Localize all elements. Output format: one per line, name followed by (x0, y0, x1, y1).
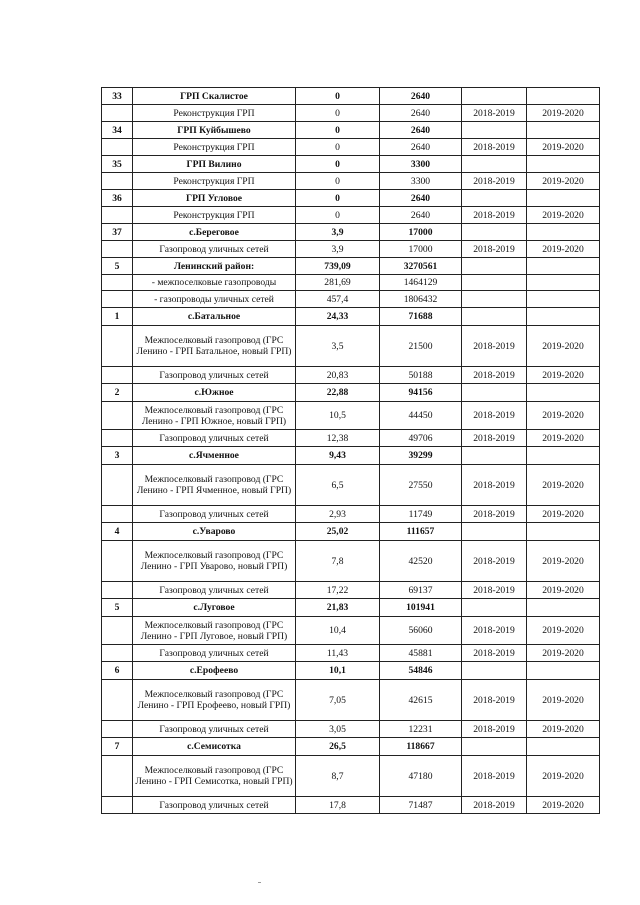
row-length: 24,33 (296, 308, 380, 326)
page-speck (258, 882, 261, 883)
row-build-years: 2019-2020 (527, 173, 600, 190)
row-number (102, 326, 133, 367)
row-number: 34 (102, 122, 133, 139)
row-length: 0 (296, 139, 380, 156)
row-design-years (462, 523, 527, 541)
row-name: с.Батальное (133, 308, 296, 326)
row-number: 35 (102, 156, 133, 173)
row-design-years: 2018-2019 (462, 173, 527, 190)
row-number (102, 680, 133, 721)
row-name: Ленинский район: (133, 258, 296, 275)
row-name: Газопровод уличных сетей (133, 367, 296, 384)
row-cost: 21500 (380, 326, 462, 367)
row-number: 33 (102, 88, 133, 105)
row-number (102, 617, 133, 645)
row-number (102, 756, 133, 797)
row-design-years: 2018-2019 (462, 582, 527, 599)
row-length: 3,5 (296, 326, 380, 367)
table-row (102, 617, 600, 645)
row-length: 26,5 (296, 738, 380, 756)
row-number (102, 430, 133, 447)
row-length: 0 (296, 156, 380, 173)
row-design-years: 2018-2019 (462, 541, 527, 582)
row-cost: 54846 (380, 662, 462, 680)
table-row (102, 384, 600, 402)
row-name: ГРП Скалистое (133, 88, 296, 105)
row-name: Межпоселковый газопровод (ГРС Ленино - ГРП Батальное, новый ГРП) (133, 326, 296, 367)
row-build-years: 2019-2020 (527, 139, 600, 156)
table-row (102, 662, 600, 680)
row-build-years: 2019-2020 (527, 402, 600, 430)
row-build-years (527, 291, 600, 308)
row-cost: 42520 (380, 541, 462, 582)
row-build-years: 2019-2020 (527, 465, 600, 506)
row-number: 1 (102, 308, 133, 326)
row-number (102, 241, 133, 258)
row-name: Межпоселковый газопровод (ГРС Ленино - ГРП Семисотка, новый ГРП) (133, 756, 296, 797)
row-name: с.Семисотка (133, 738, 296, 756)
row-build-years: 2019-2020 (527, 721, 600, 738)
row-name: - межпоселковые газопроводы (133, 275, 296, 291)
row-length: 3,9 (296, 224, 380, 241)
row-design-years: 2018-2019 (462, 326, 527, 367)
row-build-years: 2019-2020 (527, 541, 600, 582)
row-number (102, 645, 133, 662)
table-row (102, 190, 600, 207)
row-name: Межпоселковый газопровод (ГРС Ленино - ГРП Южное, новый ГРП) (133, 402, 296, 430)
row-design-years (462, 308, 527, 326)
row-number (102, 721, 133, 738)
row-design-years (462, 291, 527, 308)
row-build-years (527, 308, 600, 326)
row-number: 2 (102, 384, 133, 402)
row-number (102, 207, 133, 224)
table-row (102, 465, 600, 506)
row-number: 7 (102, 738, 133, 756)
table-row (102, 367, 600, 384)
row-length: 22,88 (296, 384, 380, 402)
row-number (102, 275, 133, 291)
row-build-years (527, 190, 600, 207)
row-cost: 1806432 (380, 291, 462, 308)
row-name: Межпоселковый газопровод (ГРС Ленино - ГРП Луговое, новый ГРП) (133, 617, 296, 645)
row-length: 7,05 (296, 680, 380, 721)
row-design-years: 2018-2019 (462, 241, 527, 258)
row-number (102, 173, 133, 190)
row-length: 0 (296, 173, 380, 190)
row-build-years: 2019-2020 (527, 241, 600, 258)
row-cost: 47180 (380, 756, 462, 797)
row-cost: 2640 (380, 190, 462, 207)
row-design-years (462, 662, 527, 680)
row-build-years: 2019-2020 (527, 207, 600, 224)
row-cost: 17000 (380, 241, 462, 258)
row-number: 5 (102, 258, 133, 275)
row-design-years (462, 447, 527, 465)
row-cost: 71688 (380, 308, 462, 326)
row-design-years: 2018-2019 (462, 105, 527, 122)
row-length: 10,4 (296, 617, 380, 645)
row-design-years: 2018-2019 (462, 680, 527, 721)
row-cost: 49706 (380, 430, 462, 447)
row-build-years (527, 599, 600, 617)
row-name: Реконструкция ГРП (133, 207, 296, 224)
row-build-years (527, 662, 600, 680)
table-body (102, 88, 600, 814)
row-length: 21,83 (296, 599, 380, 617)
row-design-years: 2018-2019 (462, 506, 527, 523)
row-build-years: 2019-2020 (527, 756, 600, 797)
row-build-years: 2019-2020 (527, 430, 600, 447)
row-design-years (462, 224, 527, 241)
row-number: 36 (102, 190, 133, 207)
row-number (102, 105, 133, 122)
row-cost: 111657 (380, 523, 462, 541)
table-row (102, 241, 600, 258)
row-cost: 71487 (380, 797, 462, 814)
row-build-years: 2019-2020 (527, 367, 600, 384)
row-design-years (462, 738, 527, 756)
row-length: 17,22 (296, 582, 380, 599)
row-name: с.Южное (133, 384, 296, 402)
row-name: Межпоселковый газопровод (ГРС Ленино - ГРП Ерофеево, новый ГРП) (133, 680, 296, 721)
row-cost: 17000 (380, 224, 462, 241)
row-cost: 3270561 (380, 258, 462, 275)
row-length: 12,38 (296, 430, 380, 447)
row-design-years: 2018-2019 (462, 721, 527, 738)
row-name: Межпоселковый газопровод (ГРС Ленино - ГРП Уварово, новый ГРП) (133, 541, 296, 582)
row-name: с.Луговое (133, 599, 296, 617)
row-build-years (527, 523, 600, 541)
row-build-years: 2019-2020 (527, 582, 600, 599)
row-length: 0 (296, 190, 380, 207)
row-length: 17,8 (296, 797, 380, 814)
row-build-years: 2019-2020 (527, 680, 600, 721)
row-name: ГРП Угловое (133, 190, 296, 207)
table-row (102, 430, 600, 447)
row-length: 0 (296, 122, 380, 139)
table-row (102, 122, 600, 139)
row-number (102, 541, 133, 582)
row-build-years (527, 122, 600, 139)
row-cost: 27550 (380, 465, 462, 506)
row-cost: 11749 (380, 506, 462, 523)
row-length: 3,9 (296, 241, 380, 258)
row-number (102, 582, 133, 599)
row-cost: 2640 (380, 122, 462, 139)
row-number (102, 797, 133, 814)
row-design-years (462, 599, 527, 617)
row-cost: 39299 (380, 447, 462, 465)
row-number (102, 139, 133, 156)
table-row (102, 207, 600, 224)
row-name: Реконструкция ГРП (133, 105, 296, 122)
row-length: 3,05 (296, 721, 380, 738)
row-name: ГРП Вилино (133, 156, 296, 173)
table-row (102, 402, 600, 430)
row-cost: 56060 (380, 617, 462, 645)
row-name: с.Береговое (133, 224, 296, 241)
row-cost: 2640 (380, 88, 462, 105)
table-row (102, 275, 600, 291)
row-name: - газопроводы уличных сетей (133, 291, 296, 308)
row-design-years (462, 190, 527, 207)
row-cost: 50188 (380, 367, 462, 384)
row-design-years (462, 122, 527, 139)
row-design-years: 2018-2019 (462, 367, 527, 384)
row-cost: 42615 (380, 680, 462, 721)
row-build-years: 2019-2020 (527, 326, 600, 367)
row-cost: 44450 (380, 402, 462, 430)
row-length: 10,1 (296, 662, 380, 680)
row-design-years: 2018-2019 (462, 617, 527, 645)
table-row (102, 680, 600, 721)
row-build-years (527, 156, 600, 173)
row-number: 37 (102, 224, 133, 241)
row-number (102, 402, 133, 430)
row-cost: 1464129 (380, 275, 462, 291)
row-design-years (462, 88, 527, 105)
row-length: 281,69 (296, 275, 380, 291)
row-design-years (462, 384, 527, 402)
row-build-years (527, 88, 600, 105)
row-cost: 3300 (380, 156, 462, 173)
row-length: 25,02 (296, 523, 380, 541)
table-row (102, 582, 600, 599)
row-length: 10,5 (296, 402, 380, 430)
row-name: Реконструкция ГРП (133, 173, 296, 190)
row-length: 7,8 (296, 541, 380, 582)
table-row (102, 224, 600, 241)
row-number (102, 291, 133, 308)
table-row (102, 88, 600, 105)
row-name: Газопровод уличных сетей (133, 645, 296, 662)
table-row (102, 797, 600, 814)
row-cost: 2640 (380, 207, 462, 224)
table-row (102, 645, 600, 662)
table-row (102, 738, 600, 756)
row-design-years (462, 156, 527, 173)
row-cost: 45881 (380, 645, 462, 662)
row-cost: 12231 (380, 721, 462, 738)
row-cost: 3300 (380, 173, 462, 190)
row-name: Межпоселковый газопровод (ГРС Ленино - ГРП Ячменное, новый ГРП) (133, 465, 296, 506)
table-row (102, 258, 600, 275)
row-name: с.Ячменное (133, 447, 296, 465)
row-build-years (527, 275, 600, 291)
row-build-years (527, 447, 600, 465)
table-row (102, 173, 600, 190)
row-build-years (527, 738, 600, 756)
table-row (102, 326, 600, 367)
row-build-years (527, 384, 600, 402)
row-build-years (527, 258, 600, 275)
row-name: с.Уварово (133, 523, 296, 541)
row-cost: 118667 (380, 738, 462, 756)
row-length: 457,4 (296, 291, 380, 308)
row-cost: 2640 (380, 139, 462, 156)
row-length: 0 (296, 88, 380, 105)
row-length: 2,93 (296, 506, 380, 523)
row-design-years: 2018-2019 (462, 430, 527, 447)
table-row (102, 291, 600, 308)
row-length: 11,43 (296, 645, 380, 662)
row-name: с.Ерофеево (133, 662, 296, 680)
table-row (102, 599, 600, 617)
table-row (102, 156, 600, 173)
row-length: 0 (296, 105, 380, 122)
row-length: 0 (296, 207, 380, 224)
gas-pipeline-table (101, 87, 600, 814)
row-number: 6 (102, 662, 133, 680)
row-design-years (462, 258, 527, 275)
row-design-years: 2018-2019 (462, 756, 527, 797)
row-design-years: 2018-2019 (462, 645, 527, 662)
table-row (102, 139, 600, 156)
row-build-years: 2019-2020 (527, 617, 600, 645)
row-name: Газопровод уличных сетей (133, 430, 296, 447)
row-number: 3 (102, 447, 133, 465)
row-length: 8,7 (296, 756, 380, 797)
row-number (102, 367, 133, 384)
row-name: Газопровод уличных сетей (133, 241, 296, 258)
row-number: 5 (102, 599, 133, 617)
table-row (102, 308, 600, 326)
row-length: 9,43 (296, 447, 380, 465)
table-row (102, 756, 600, 797)
row-length: 6,5 (296, 465, 380, 506)
table-row (102, 447, 600, 465)
row-length: 20,83 (296, 367, 380, 384)
row-design-years: 2018-2019 (462, 207, 527, 224)
row-design-years: 2018-2019 (462, 465, 527, 506)
row-number (102, 506, 133, 523)
row-design-years: 2018-2019 (462, 402, 527, 430)
row-cost: 94156 (380, 384, 462, 402)
row-design-years (462, 275, 527, 291)
row-build-years: 2019-2020 (527, 506, 600, 523)
row-build-years: 2019-2020 (527, 105, 600, 122)
table-row (102, 105, 600, 122)
row-build-years: 2019-2020 (527, 797, 600, 814)
table-row (102, 506, 600, 523)
row-name: ГРП Куйбышево (133, 122, 296, 139)
row-cost: 69137 (380, 582, 462, 599)
table-row (102, 721, 600, 738)
row-build-years (527, 224, 600, 241)
table-row (102, 541, 600, 582)
row-design-years: 2018-2019 (462, 139, 527, 156)
row-build-years: 2019-2020 (527, 645, 600, 662)
row-number: 4 (102, 523, 133, 541)
row-name: Газопровод уличных сетей (133, 721, 296, 738)
table-row (102, 523, 600, 541)
row-name: Реконструкция ГРП (133, 139, 296, 156)
row-cost: 2640 (380, 105, 462, 122)
row-length: 739,09 (296, 258, 380, 275)
row-number (102, 465, 133, 506)
row-cost: 101941 (380, 599, 462, 617)
row-name: Газопровод уличных сетей (133, 797, 296, 814)
row-name: Газопровод уличных сетей (133, 582, 296, 599)
row-design-years: 2018-2019 (462, 797, 527, 814)
row-name: Газопровод уличных сетей (133, 506, 296, 523)
